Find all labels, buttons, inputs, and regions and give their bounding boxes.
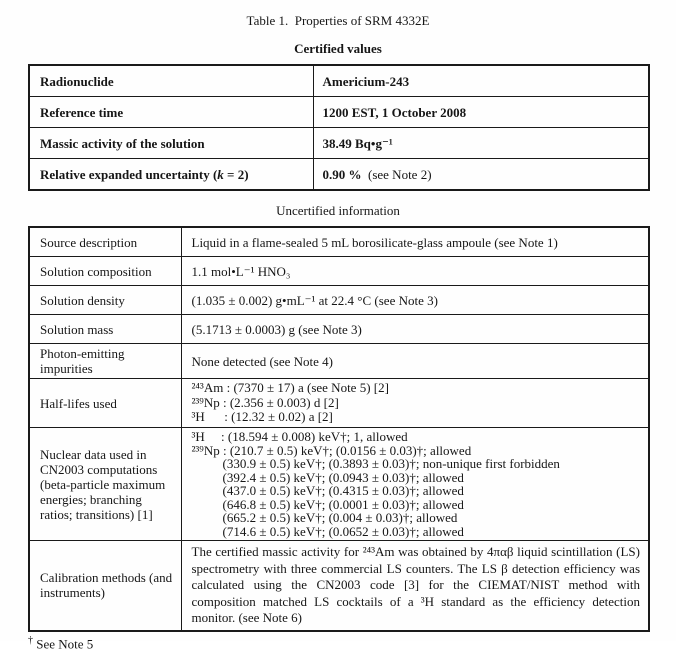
- row-label: Solution composition: [29, 257, 181, 286]
- value-line: ³H : (18.594 ± 0.008) keV†; 1, allowed: [191, 429, 408, 444]
- row-label: Radionuclide: [29, 65, 313, 97]
- row-label: Relative expanded uncertainty (k = 2): [29, 159, 313, 191]
- value-line: ²³⁹Np : (2.356 ± 0.003) d [2]: [191, 394, 339, 410]
- row-label: Solution mass: [29, 315, 181, 344]
- row-value: Liquid in a flame-sealed 5 mL borosilicate-glass ampoule (see Note 1): [181, 227, 649, 257]
- row-value: [181, 428, 649, 541]
- k-variable: k: [217, 166, 224, 182]
- value-line: (392.4 ± 0.5) keV†; (0.0943 ± 0.03)†; allowed: [222, 469, 464, 485]
- table-row: [29, 428, 649, 541]
- footnote-text: See Note 5: [36, 635, 94, 651]
- value-line: (714.6 ± 0.5) keV†; (0.0652 ± 0.03)†; allowed: [222, 523, 464, 539]
- row-label: Solution density: [29, 286, 181, 315]
- value-line: (665.2 ± 0.5) keV†; (0.004 ± 0.03)†; allowed: [222, 510, 458, 525]
- value-line: (437.0 ± 0.5) keV†; (0.4315 ± 0.03)†; allowed: [222, 483, 464, 498]
- table-row: [29, 315, 649, 344]
- row-label: Massic activity of the solution: [29, 128, 313, 159]
- row-value: 38.49 Bq•g⁻¹: [313, 128, 649, 159]
- value-line: ³H : (12.32 ± 0.02) a [2]: [191, 409, 333, 425]
- document-title: Table 1. Properties of SRM 4332E: [246, 13, 430, 28]
- uncertified-information-heading: Uncertified information: [276, 203, 400, 218]
- table-row: [29, 128, 649, 159]
- row-value: 0.90 % (see Note 2): [313, 159, 649, 191]
- row-value: Americium-243: [313, 65, 649, 97]
- table-row: [29, 541, 649, 631]
- row-value: 1.1 mol•L⁻¹ HNO₃: [181, 257, 649, 286]
- see-note-reference: (see Note 2): [368, 166, 432, 182]
- value-line: ²³⁹Np : (210.7 ± 0.5) keV†; (0.0156 ± 0.03)†; allowed: [191, 442, 472, 458]
- table-row: [29, 159, 649, 191]
- table-row: [29, 344, 649, 379]
- uncertified-information-table: [28, 226, 650, 632]
- value-line: (330.9 ± 0.5) keV†; (0.3893 ± 0.03)†; non-unique first forbidden: [222, 456, 560, 471]
- row-value: [181, 541, 649, 631]
- row-value: None detected (see Note 4): [181, 344, 649, 379]
- row-label: Nuclear data used in CN2003 computations (beta-particle maximum energies; branching ratios; transitions) [1]: [29, 428, 181, 541]
- certified-values-table: [28, 64, 650, 191]
- row-label: Half-lifes used: [29, 379, 181, 428]
- footnote: [28, 635, 676, 652]
- row-label: Reference time: [29, 97, 313, 128]
- table-row: [29, 257, 649, 286]
- row-label: Photon-emitting impurities: [29, 344, 181, 379]
- row-value: (1.035 ± 0.002) g•mL⁻¹ at 22.4 °C (see Note 3): [181, 286, 649, 315]
- row-label: Calibration methods (and instruments): [29, 541, 181, 631]
- table-row: [29, 286, 649, 315]
- row-value: 1200 EST, 1 October 2008: [313, 97, 649, 128]
- row-label: Source description: [29, 227, 181, 257]
- dagger-symbol: †: [28, 634, 33, 646]
- table-row: [29, 227, 649, 257]
- calibration-paragraph: The certified massic activity for ²⁴³Am was obtained by 4παβ liquid scintillation (LS) spectrometry with three commercial LS counters. The LS β detection efficiency was calculated using the CN2003 code [3] for the CIEMAT/NIST method with composition matched LS cocktails of a ³H standard as the efficiency detection monitor. (see Note 6): [191, 544, 640, 625]
- row-value: (5.1713 ± 0.0003) g (see Note 3): [181, 315, 649, 344]
- certified-values-heading: Certified values: [294, 41, 382, 56]
- table-row: [29, 65, 649, 97]
- value-line: (646.8 ± 0.5) keV†; (0.0001 ± 0.03)†; allowed: [222, 496, 464, 512]
- table-row: [29, 97, 649, 128]
- value-line: ²⁴³Am : (7370 ± 17) a (see Note 5) [2]: [191, 380, 389, 396]
- row-value: [181, 379, 649, 428]
- table-row: [29, 379, 649, 428]
